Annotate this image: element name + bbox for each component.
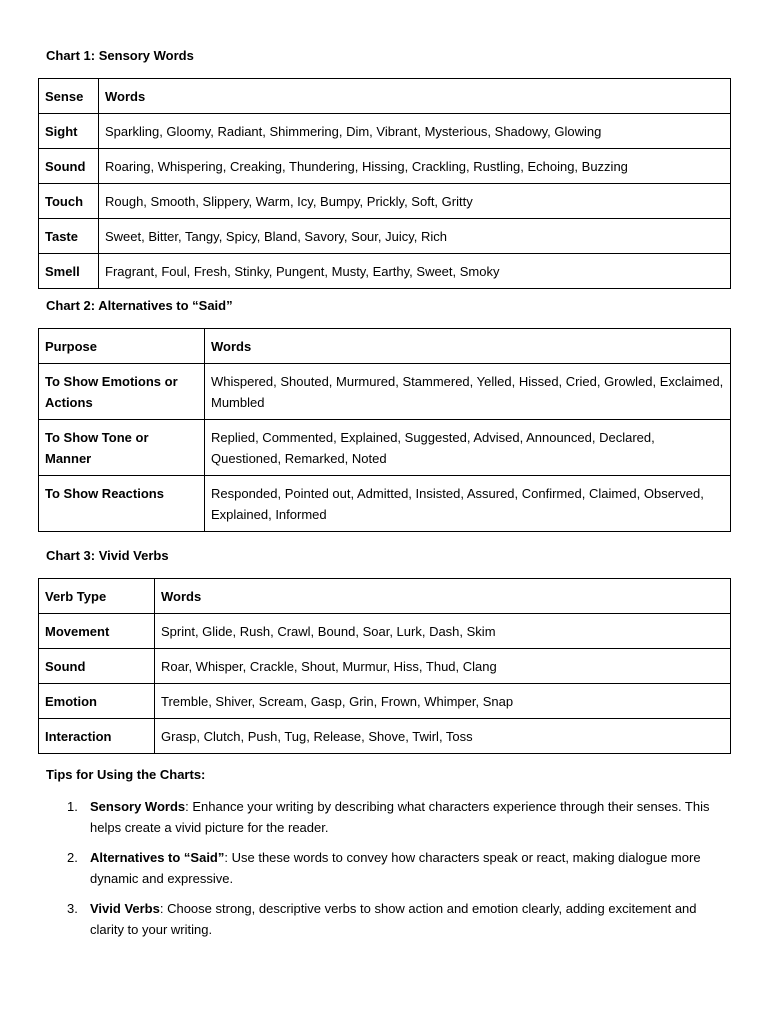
header-cell-words: Words: [155, 579, 731, 614]
row-label: Emotion: [39, 684, 155, 719]
table-row: [39, 114, 731, 149]
tip-text: : Enhance your writing by describing what characters experience through their senses. This helps create a vivid picture for the reader.: [90, 799, 710, 835]
tips-title: Tips for Using the Charts:: [46, 767, 206, 782]
row-label: Sight: [39, 114, 99, 149]
row-label: Smell: [39, 254, 99, 289]
row-label: To Show Reactions: [39, 476, 205, 532]
table-row: [39, 476, 731, 532]
row-words: Sparkling, Gloomy, Radiant, Shimmering, Dim, Vibrant, Mysterious, Shadowy, Glowing: [99, 114, 731, 149]
header-cell-sense: Sense: [39, 79, 99, 114]
table-row: [39, 684, 731, 719]
table-header-row: [39, 79, 731, 114]
chart1-title: Chart 1: Sensory Words: [46, 48, 194, 63]
table-row: [39, 149, 731, 184]
list-item: [46, 796, 716, 838]
header-cell-verb-type: Verb Type: [39, 579, 155, 614]
header-cell-purpose: Purpose: [39, 329, 205, 364]
row-words: Sprint, Glide, Rush, Crawl, Bound, Soar, Lurk, Dash, Skim: [155, 614, 731, 649]
header-cell-words: Words: [99, 79, 731, 114]
table-row: [39, 184, 731, 219]
row-words: Sweet, Bitter, Tangy, Spicy, Bland, Savory, Sour, Juicy, Rich: [99, 219, 731, 254]
tips-list: [46, 796, 716, 949]
row-label: Movement: [39, 614, 155, 649]
table-row: [39, 219, 731, 254]
row-words: Replied, Commented, Explained, Suggested, Advised, Announced, Declared, Questioned, Remarked, Noted: [205, 420, 731, 476]
row-label: Taste: [39, 219, 99, 254]
row-words: Rough, Smooth, Slippery, Warm, Icy, Bumpy, Prickly, Soft, Gritty: [99, 184, 731, 219]
row-label: Sound: [39, 649, 155, 684]
header-cell-words: Words: [205, 329, 731, 364]
vivid-verbs-table: [38, 578, 731, 754]
list-item: [46, 898, 716, 940]
table-header-row: [39, 579, 731, 614]
chart3-title: Chart 3: Vivid Verbs: [46, 548, 169, 563]
list-number: 2.: [67, 850, 78, 865]
tip-term: Vivid Verbs: [90, 901, 160, 916]
tip-term: Sensory Words: [90, 799, 186, 814]
row-words: Roar, Whisper, Crackle, Shout, Murmur, Hiss, Thud, Clang: [155, 649, 731, 684]
table-row: [39, 614, 731, 649]
row-label: Touch: [39, 184, 99, 219]
row-label: To Show Emotions or Actions: [39, 364, 205, 420]
table-row: [39, 719, 731, 754]
chart2-title: Chart 2: Alternatives to “Said”: [46, 298, 233, 313]
row-words: Fragrant, Foul, Fresh, Stinky, Pungent, Musty, Earthy, Sweet, Smoky: [99, 254, 731, 289]
row-label: Sound: [39, 149, 99, 184]
list-item: [46, 847, 716, 889]
row-words: Responded, Pointed out, Admitted, Insisted, Assured, Confirmed, Claimed, Observed, Explained, Informed: [205, 476, 731, 532]
said-alternatives-table: [38, 328, 731, 532]
tip-text: : Choose strong, descriptive verbs to show action and emotion clearly, adding excitement and clarity to your writing.: [90, 901, 697, 937]
table-row: [39, 420, 731, 476]
table-row: [39, 649, 731, 684]
row-words: Roaring, Whispering, Creaking, Thundering, Hissing, Crackling, Rustling, Echoing, Buzzing: [99, 149, 731, 184]
row-label: To Show Tone or Manner: [39, 420, 205, 476]
list-number: 3.: [67, 901, 78, 916]
table-row: [39, 364, 731, 420]
row-words: Grasp, Clutch, Push, Tug, Release, Shove, Twirl, Toss: [155, 719, 731, 754]
row-label: Interaction: [39, 719, 155, 754]
sensory-words-table: [38, 78, 731, 289]
row-words: Whispered, Shouted, Murmured, Stammered, Yelled, Hissed, Cried, Growled, Exclaimed, Mumbled: [205, 364, 731, 420]
tip-text: : Use these words to convey how characters speak or react, making dialogue more dynamic and expressive.: [90, 850, 701, 886]
list-number: 1.: [67, 799, 78, 814]
table-row: [39, 254, 731, 289]
row-words: Tremble, Shiver, Scream, Gasp, Grin, Frown, Whimper, Snap: [155, 684, 731, 719]
table-header-row: [39, 329, 731, 364]
tip-term: Alternatives to “Said”: [90, 850, 225, 865]
